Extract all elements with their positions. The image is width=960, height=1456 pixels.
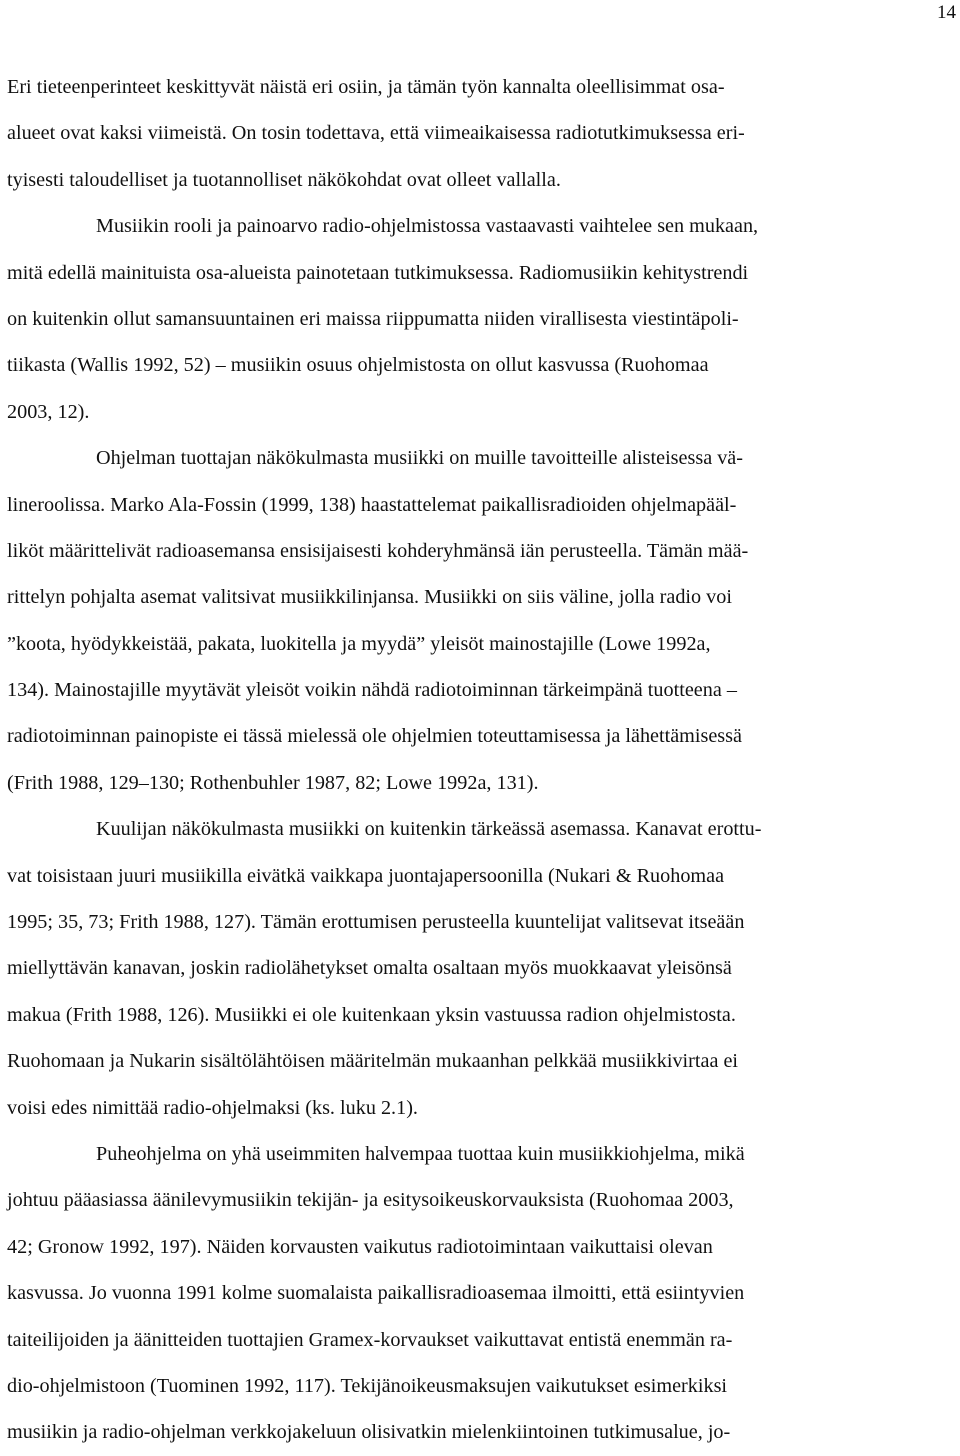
text-line: makua (Frith 1988, 126). Musiikki ei ole kuitenkaan yksin vastuussa radion ohjelmistosta.: [7, 1003, 736, 1026]
text-line: rittelyn pohjalta asemat valitsivat musiikkilinjansa. Musiikki on siis väline, jolla radio voi: [7, 586, 732, 609]
text-line: voisi edes nimittää radio-ohjelmaksi (ks. luku 2.1).: [7, 1096, 418, 1119]
text-line: mitä edellä mainituista osa-alueista painotetaan tutkimuksessa. Radiomusiikin kehitystrendi: [7, 261, 749, 284]
text-line: dio-ohjelmistoon (Tuominen 1992, 117). Tekijänoikeusmaksujen vaikutukset esimerkiksi: [7, 1374, 728, 1397]
body-text: [7, 64, 957, 1456]
text-line: ”koota, hyödykkeistää, pakata, luokitella ja myydä” yleisöt mainostajille (Lowe 1992a,: [7, 632, 711, 655]
text-line: radiotoiminnan painopiste ei tässä mielessä ole ohjelmien toteuttamisessa ja lähettämisessä: [7, 725, 742, 748]
text-line: tiikasta (Wallis 1992, 52) – musiikin osuus ohjelmistosta on ollut kasvussa (Ruohomaa: [7, 354, 709, 377]
text-line: tyisesti taloudelliset ja tuotannolliset näkökohdat ovat olleet vallalla.: [7, 168, 561, 191]
text-line: vat toisistaan juuri musiikilla eivätkä vaikkapa juontajapersoonilla (Nukari & Ruohomaa: [7, 864, 725, 887]
text-line: taiteilijoiden ja äänitteiden tuottajien Gramex-korvaukset vaikuttavat entistä enemmän ra-: [7, 1328, 733, 1351]
text-line: 1995; 35, 73; Frith 1988, 127). Tämän erottumisen perusteella kuuntelijat valitsevat itseään: [7, 911, 745, 934]
paragraph-first-line: Musiikin rooli ja painoarvo radio-ohjelmistossa vastaavasti vaihtelee sen mukaan,: [96, 215, 759, 238]
text-line: 2003, 12).: [7, 400, 90, 423]
text-line: 42; Gronow 1992, 197). Näiden korvausten vaikutus radiotoimintaan vaikuttaisi olevan: [7, 1235, 713, 1258]
text-line: 134). Mainostajille myytävät yleisöt voikin nähdä radiotoiminnan tärkeimpänä tuotteena –: [7, 679, 737, 702]
paragraph-first-line: Puheohjelma on yhä useimmiten halvempaa tuottaa kuin musiikkiohjelma, mikä: [96, 1142, 745, 1165]
page-number: 14: [937, 2, 956, 23]
text-line: (Frith 1988, 129–130; Rothenbuhler 1987, 82; Lowe 1992a, 131).: [7, 771, 539, 794]
text-line: Eri tieteenperinteet keskittyvät näistä eri osiin, ja tämän työn kannalta oleellisimmat osa-: [7, 76, 725, 98]
text-line: johtuu pääasiassa äänilevymusiikin tekijän- ja esitysoikeuskorvauksista (Ruohomaa 2003,: [7, 1189, 734, 1212]
text-line: musiikin ja radio-ohjelman verkkojakeluun olisivatkin mielenkiintoinen tutkimusalue, jo-: [7, 1421, 731, 1444]
text-line: lineroolissa. Marko Ala-Fossin (1999, 138) haastattelemat paikallisradioiden ohjelmapääl-: [7, 493, 737, 516]
text-line: kasvussa. Jo vuonna 1991 kolme suomalaista paikallisradioasemaa ilmoitti, että esiintyvien: [7, 1282, 745, 1305]
paragraph-first-line: Ohjelman tuottajan näkökulmasta musiikki on muille tavoitteille alisteisessa vä-: [96, 447, 743, 470]
paragraph-first-line: Kuulijan näkökulmasta musiikki on kuitenkin tärkeässä asemassa. Kanavat erottu-: [96, 818, 762, 841]
text-line: liköt määrittelivät radioasemansa ensisijaisesti kohderyhmänsä iän perusteella. Tämän mää-: [7, 539, 749, 562]
text-line: alueet ovat kaksi viimeistä. On tosin todettava, että viimeaikaisessa radiotutkimuksessa eri-: [7, 122, 745, 145]
text-line: on kuitenkin ollut samansuuntainen eri maissa riippumatta niiden virallisesta viestintäpoli-: [7, 307, 739, 330]
text-line: miellyttävän kanavan, joskin radiolähetykset omalta osaltaan myös muokkaavat yleisönsä: [7, 957, 732, 980]
text-line: Ruohomaan ja Nukarin sisältölähtöisen määritelmän mukaanhan pelkkää musiikkivirtaa ei: [7, 1050, 739, 1073]
